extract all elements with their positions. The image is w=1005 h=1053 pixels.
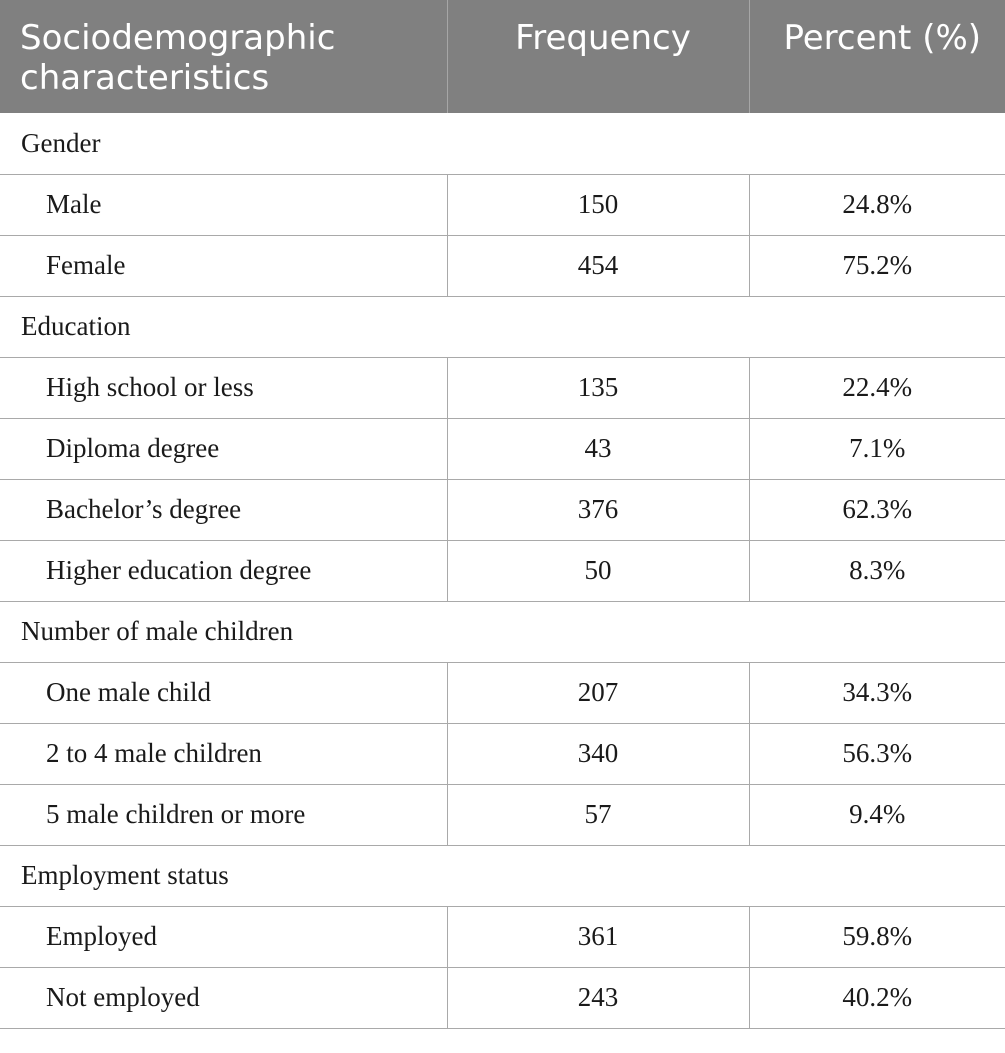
row-percent: 75.2% [749,235,1005,296]
header-frequency: Frequency [447,0,749,113]
row-label: Bachelor’s degree [0,479,447,540]
row-frequency: 50 [447,540,749,601]
table-row [0,723,1005,784]
row-label: 5 male children or more [0,784,447,845]
row-percent: 22.4% [749,357,1005,418]
row-frequency: 361 [447,906,749,967]
row-label: Not employed [0,967,447,1028]
row-frequency: 454 [447,235,749,296]
table-row [0,967,1005,1028]
row-percent: 8.3% [749,540,1005,601]
section-row-male-children [0,601,1005,662]
table-row [0,540,1005,601]
header-percent: Percent (%) [749,0,1005,113]
header-characteristic: Sociodemographic characteristics [0,0,447,113]
row-label: One male child [0,662,447,723]
row-percent: 56.3% [749,723,1005,784]
row-percent: 7.1% [749,418,1005,479]
table-row [0,906,1005,967]
row-label: Diploma degree [0,418,447,479]
row-frequency: 376 [447,479,749,540]
row-label: 2 to 4 male children [0,723,447,784]
table-row [0,357,1005,418]
row-percent: 59.8% [749,906,1005,967]
header-row [0,0,1005,113]
table-row [0,784,1005,845]
table-body [0,113,1005,1028]
row-percent: 24.8% [749,174,1005,235]
section-label: Employment status [0,845,1005,906]
row-percent: 9.4% [749,784,1005,845]
table-row [0,235,1005,296]
row-label: Higher education degree [0,540,447,601]
row-label: Employed [0,906,447,967]
row-frequency: 43 [447,418,749,479]
section-label: Education [0,296,1005,357]
row-frequency: 150 [447,174,749,235]
row-percent: 40.2% [749,967,1005,1028]
row-frequency: 57 [447,784,749,845]
row-label: Male [0,174,447,235]
table-row [0,479,1005,540]
section-label: Gender [0,113,1005,174]
table-header [0,0,1005,113]
row-percent: 34.3% [749,662,1005,723]
row-frequency: 340 [447,723,749,784]
section-row-education [0,296,1005,357]
row-frequency: 135 [447,357,749,418]
table-row [0,418,1005,479]
section-row-employment [0,845,1005,906]
row-label: High school or less [0,357,447,418]
row-percent: 62.3% [749,479,1005,540]
table-row [0,174,1005,235]
row-frequency: 243 [447,967,749,1028]
row-frequency: 207 [447,662,749,723]
row-label: Female [0,235,447,296]
table-row [0,662,1005,723]
section-label: Number of male children [0,601,1005,662]
section-row-gender [0,113,1005,174]
